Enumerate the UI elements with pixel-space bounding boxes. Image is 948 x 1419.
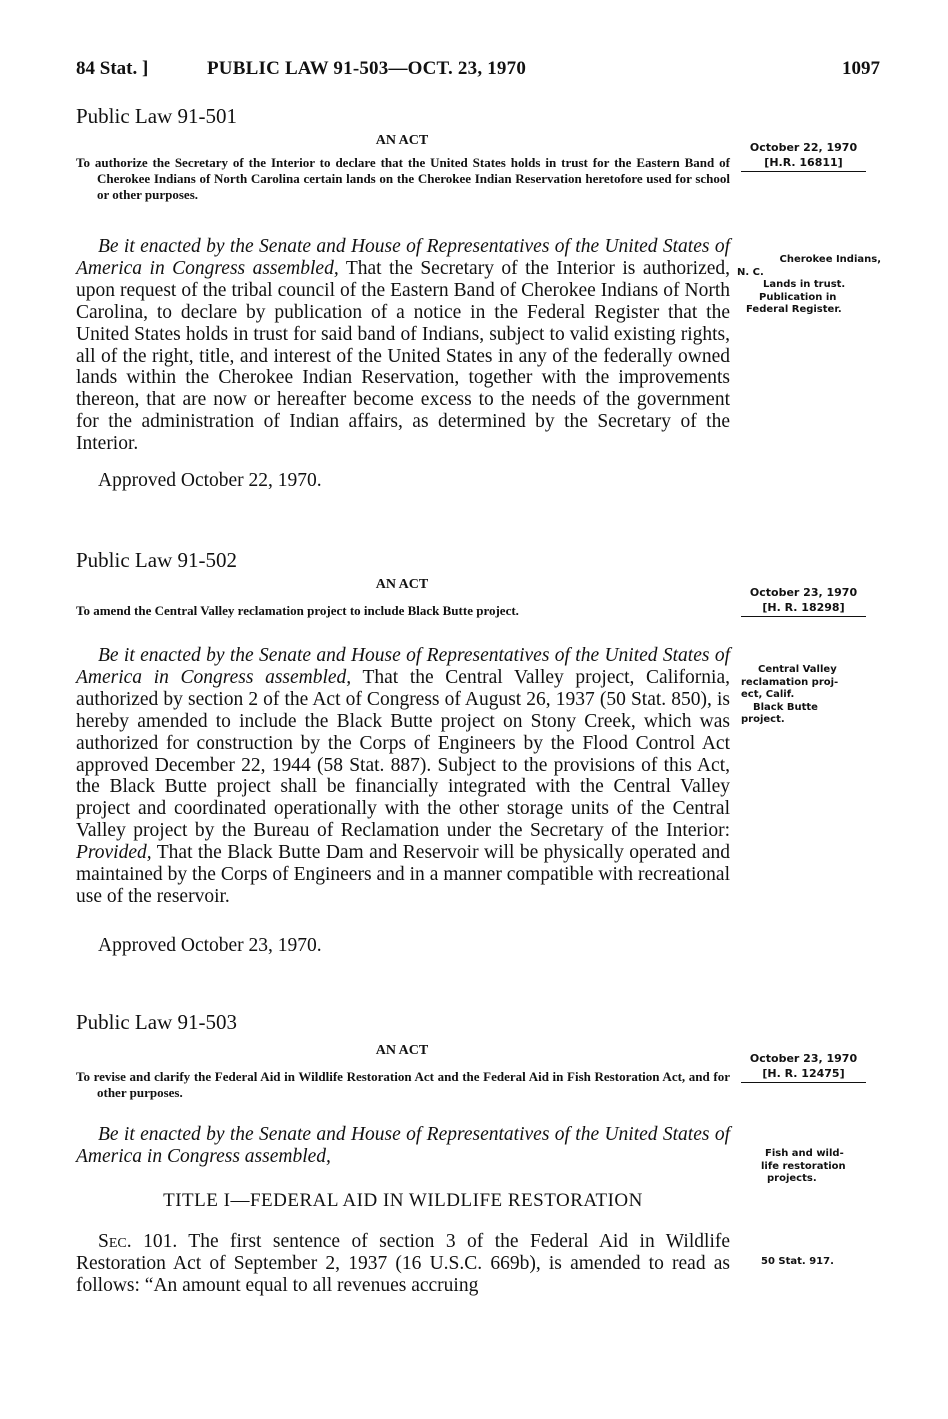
- margin-note-line: N. C.: [737, 266, 764, 278]
- law-title-91-503: Public Law 91-503: [76, 1010, 237, 1034]
- margin-note-line: Cherokee Indians,: [779, 254, 881, 265]
- body-text: That the Secretary of the Interior is authorized, upon request of the tribal council of the Eastern Band of Cherokee Indians of North Carolina, to declare by publication of a notice in the Federal Register that the United States holds in trust for said band of Indians, subject to valid existing rights, all of the right, title, and interest of the United States in any of the federally owned lands within the Cherokee Indian Reservation, together with the improvements thereon, that are now or hereafter become excess to the needs of the government for the administration of Indian affairs, as determined by the Secretary of the Interior.: [76, 257, 730, 455]
- act-label: AN ACT: [375, 1043, 429, 1058]
- margin-note-line: ect, Calif.: [741, 689, 795, 700]
- margin-note-line: Black Butte: [753, 701, 818, 713]
- header-title: PUBLIC LAW 91-503—OCT. 23, 1970: [207, 58, 527, 79]
- act-label: AN ACT: [375, 133, 429, 148]
- title-heading: TITLE I—FEDERAL AID IN WILDLIFE RESTORATION: [163, 1190, 643, 1211]
- act-label: AN ACT: [375, 577, 429, 592]
- margin-date: October 22, 1970: [749, 141, 858, 154]
- act-purpose: To authorize the Secretary of the Interior to declare that the United States holds in trust for the Eastern Band of Cherokee Indians of North Carolina certain lands on the Cherokee Indian Reservation heretofore used for school or other purposes.: [76, 155, 730, 202]
- margin-date-block: [741, 1051, 866, 1083]
- proviso: Provided,: [76, 842, 152, 864]
- act-body: [76, 645, 730, 908]
- margin-note-line: Central Valley: [758, 664, 837, 675]
- margin-note-line: reclamation proj-: [741, 676, 839, 688]
- margin-date-block: [741, 140, 866, 172]
- act-body: [76, 236, 730, 455]
- margin-note: [741, 664, 881, 727]
- section-text: [76, 1231, 730, 1297]
- law-title-91-502: Public Law 91-502: [76, 548, 237, 572]
- margin-note-line: Lands in trust.: [763, 279, 846, 290]
- enacting-clause: Be it enacted by the Senate and House of Representatives of the United States of America in Congress assembled,: [76, 1124, 730, 1167]
- act-purpose: To revise and clarify the Federal Aid in Wildlife Restoration Act and the Federal Aid in Fish Restoration Act, and for other purposes.: [76, 1069, 730, 1100]
- volume-reference: 84 Stat. ]: [76, 58, 149, 79]
- approval-date: Approved October 23, 1970.: [98, 935, 322, 956]
- running-header: [76, 58, 880, 84]
- margin-date-block: [741, 585, 866, 617]
- approval-date: Approved October 22, 1970.: [98, 470, 322, 491]
- margin-note-line: Fish and wild-: [765, 1148, 844, 1159]
- body-text: That the Black Butte Dam and Reservoir will be physically operated and maintained by the Corps of Engineers and in a manner compatible with recreational use of the reservoir.: [76, 842, 730, 907]
- margin-note-line: Publication in: [759, 291, 837, 303]
- margin-date: October 23, 1970: [749, 1052, 858, 1065]
- margin-note: [741, 1148, 881, 1186]
- enacting-clause: Be it enacted by the Senate and House of Representatives of the United States of America in Congress assembled,: [76, 236, 730, 279]
- page-number: 1097: [842, 58, 880, 79]
- margin-date: October 23, 1970: [749, 586, 858, 599]
- section-label: Sec.: [98, 1231, 132, 1252]
- act-purpose: To amend the Central Valley reclamation project to include Black Butte project.: [76, 603, 519, 618]
- bill-number: [H. R. 12475]: [762, 1067, 845, 1080]
- bill-number: [H. R. 18298]: [762, 601, 845, 614]
- margin-note-line: projects.: [767, 1173, 817, 1184]
- body-text: 101. The first sentence of section 3 of the Federal Aid in Wildlife Restoration Act of September 2, 1937 (16 U.S.C. 669b), is amended to read as follows: “An amount equal to all revenues accruing: [76, 1231, 731, 1296]
- bill-number: [H.R. 16811]: [764, 156, 843, 169]
- act-body: [76, 1124, 730, 1168]
- body-text: That the Central Valley project, California, authorized by section 2 of the Act of Congress of August 26, 1937 (50 Stat. 850), is hereby amended to include the Black Butte project on Stony Creek, which was authorized for construction by the Corps of Engineers by the Flood Control Act approved December 22, 1944 (58 Stat. 887). Subject to the provisions of this Act, the Black Butte project shall be financially integrated with the Central Valley project and coordinated operationally with the other storage units of the Central Valley project by the Bureau of Reclamation under the Secretary of the Interior:: [76, 666, 730, 842]
- enacting-clause: Be it enacted by the Senate and House of Representatives of the United States of America in Congress assembled,: [76, 645, 730, 688]
- statute-citation: 50 Stat. 917.: [761, 1256, 834, 1267]
- margin-note-line: project.: [741, 714, 785, 725]
- margin-note: [737, 254, 881, 317]
- margin-note-line: Federal Register.: [746, 304, 842, 315]
- law-title-91-501: Public Law 91-501: [76, 104, 237, 128]
- margin-note-line: life restoration: [761, 1160, 846, 1172]
